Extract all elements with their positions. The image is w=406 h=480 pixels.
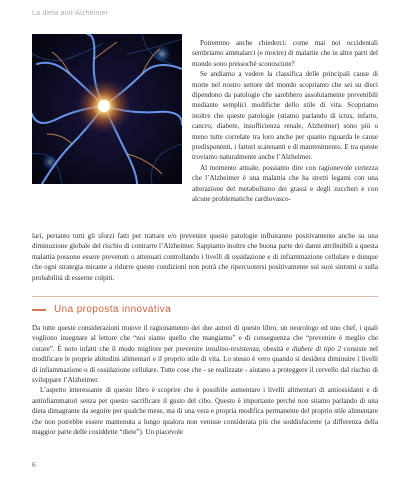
paragraph: Se andiamo a vedere la classifica delle principali cause di morte nel nostro settore del mondo scopriamo che sei su dieci dipendono da patologie che sarebbero assolutamente prevenibili mediante semplici modifiche dello stile di vita. Scopriamo inoltre che queste patologie (stiamo parlando di ictus, infarto, cancro, diabete, insufficienza renale, Alzheimer) sono più o meno tutte correlate tra loro anche per quanto riguarda le cause predisponenti, i fattori scatenanti e di mantenimento. E tra queste troviamo naturalmente anche l’Alzheimer. xyxy=(192,70,378,162)
section-body xyxy=(32,323,378,437)
section-marker xyxy=(32,309,46,311)
neuron-illustration xyxy=(32,34,182,184)
paragraph-text: Da tutte queste considerazioni muove il ragionamento dei due autori di questo libro, un neurologo ed uno chef, i quali vogliono insegnare al lettore che “noi siamo quello che mangiamo” e di conseguenza che “prevenire è meglio che curare”. È noto infatti che il modo migliore per prevenire xyxy=(32,324,378,353)
paragraph-text: , obesità e xyxy=(258,344,292,353)
emphasis-term: insulino-resistenza xyxy=(205,344,259,353)
paragraph: L’aspetto interessante di questo libro è scoprire che è possibile aumentare i livelli alimentari di antiossidanti e di antinfiammatori senza per questo sacrificare il gusto del cibo. Questo è importante perché non stiamo parlando di una dieta dimagrante da seguire per qualche mese, ma di una vera e propria modifica permanente del proprio stile alimentare che non potrebbe essere mantenuta a lungo qualora non venisse considerata più che soddisfacente (a differenza della maggior parte delle cosiddette “diete”). Un piacevole xyxy=(32,386,378,437)
paragraph-continuation: lari, pertanto tutti gli sforzi fatti per trattare e/o prevenire queste patologie influiranno positivamente anche su una diminuzione globale del rischio di contrarre l’Alzheimer. Sappiamo inoltre che buona parte dei danni attribuibili a questa malattia possono essere prevenuti o attenuati controllando i livelli di ossidazione e di infiammazione cellulare e dunque che ogni strategia mirante a ridurre queste condizioni non potrà che ripercuotersi positivamente sui suoi sintomi o sulla probabilità di esserne colpiti. xyxy=(32,232,378,282)
paragraph: Potremmo anche chiederci: come mai noi occidentali sembriamo ammalarci (e morire) di malattie che in altre parti del mondo sono pressoché sconosciute? xyxy=(192,39,378,68)
running-head: La dieta anti-Alzheimer xyxy=(32,10,109,17)
paragraph: Al momento attuale, possiamo dire con ragionevole certezza che l’Alzheimer è una malattia che ha stretti legami con una alterazione del metabolismo dei grassi e degli zuccheri e con alcune problematiche cardiovasco- xyxy=(192,163,378,204)
paragraph xyxy=(32,323,378,385)
paragraph-text: consiste nel modificare le proprie abitudini alimentari e il proprio stile di vita. Lo stesso è vero quando si desidera diminuire i livelli di infiammazione o di ossidazione cellulare. Tutte cose che - se realizzate - aiutano a proteggere il cervello dal rischio di sviluppare l’Alzheimer. xyxy=(32,344,378,385)
neuron-icon xyxy=(32,34,182,184)
section-title: Una proposta innovativa xyxy=(54,304,172,315)
page-number: 6 xyxy=(32,460,36,469)
section-heading xyxy=(32,296,378,315)
emphasis-term: diabete di tipo 2 xyxy=(291,344,342,353)
right-column xyxy=(192,38,378,205)
